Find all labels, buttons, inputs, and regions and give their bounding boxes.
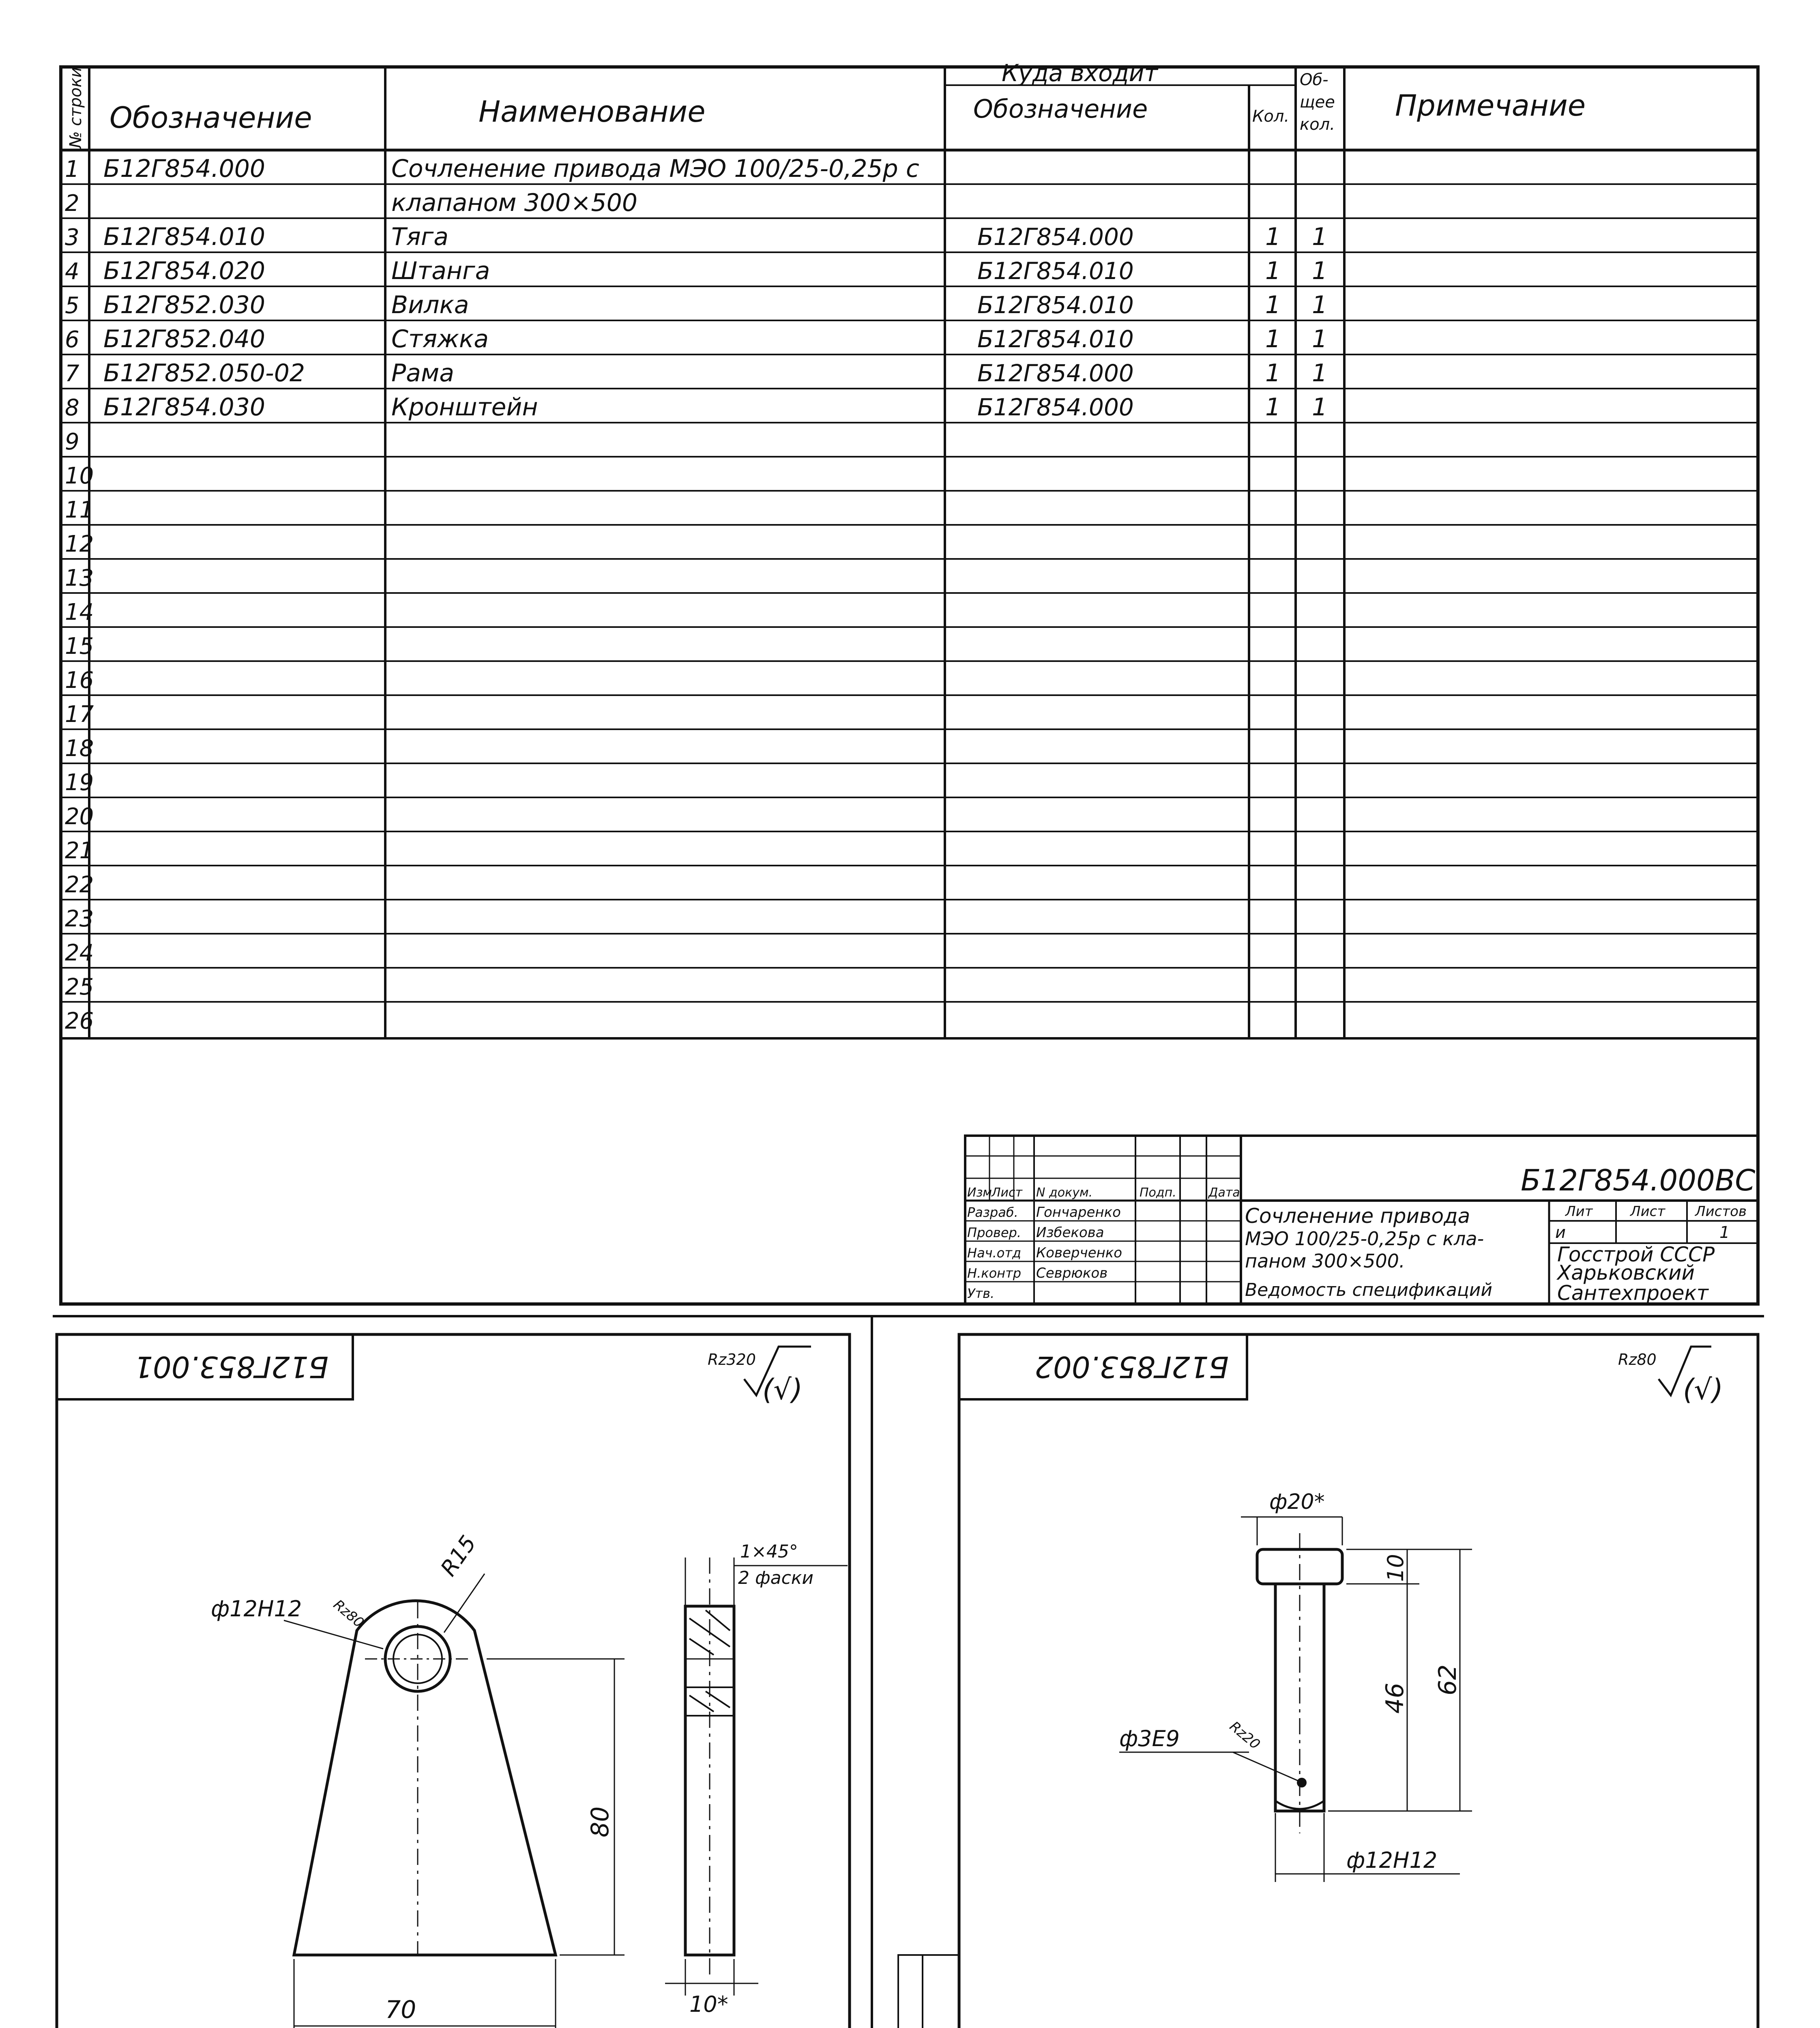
tb-person-name: Коверченко: [1036, 1245, 1122, 1261]
spec-lit-value: и: [1555, 1223, 1566, 1242]
spec-row-name: Сочленение привода МЭО 100/25-0,25р с: [391, 155, 919, 183]
spec-row-where-used: Б12Г854.010: [977, 291, 1134, 319]
tb-column-header: Подп.: [1140, 1186, 1176, 1200]
part1-thickness-dim: 10*: [689, 1991, 728, 2017]
spec-row-number: 26: [65, 1008, 94, 1034]
tb-person-name: Избекова: [1036, 1225, 1104, 1241]
spec-row-designation: Б12Г854.000: [103, 155, 266, 183]
tb-role-label: Утв.: [967, 1286, 995, 1301]
tb-column-header: Дата: [1208, 1186, 1240, 1200]
spec-row-where-used: Б12Г854.010: [977, 325, 1134, 353]
spec-row-number: 6: [65, 327, 79, 353]
part1-hole-dim: ф12Н12: [211, 1596, 302, 1622]
spec-row-qty: 1: [1265, 359, 1281, 387]
spec-row: [65, 940, 94, 966]
part2-pin-rz: Rz20: [1226, 1718, 1263, 1753]
spec-row-number: 4: [65, 258, 79, 285]
spec-row-lines: [61, 184, 1758, 1002]
spec-row-name: Штанга: [391, 257, 490, 285]
tb-person-name: Гончаренко: [1036, 1204, 1121, 1220]
spec-row-where-used: Б12Г854.010: [977, 257, 1134, 285]
spec-row-total: 1: [1312, 223, 1328, 251]
spec-row-number: 9: [65, 429, 79, 455]
tb-column-header: Лист: [992, 1186, 1023, 1200]
spec-row-designation: Б12Г852.030: [103, 291, 266, 319]
part2-shank-dia-dim: ф12Н12: [1346, 1848, 1438, 1873]
spec-row-number: 8: [65, 395, 79, 421]
part2-roughness-check-icon: (√): [1683, 1373, 1723, 1406]
spec-row-name: клапаном 300×500: [391, 189, 637, 217]
spec-row: [65, 565, 94, 591]
tb-column-header: Изм: [967, 1186, 992, 1200]
part1-sheet: [57, 1334, 858, 2028]
header-total-qty-3: кол.: [1300, 115, 1335, 134]
spec-row: [65, 223, 1327, 251]
spec-row-designation: Б12Г852.040: [103, 325, 266, 353]
part2-head-height-dim: 10: [1383, 1554, 1408, 1582]
spec-row-total: 1: [1312, 393, 1328, 421]
spec-row-name: Кронштейн: [391, 393, 538, 421]
spec-row: [65, 463, 94, 489]
spec-row: [65, 429, 79, 455]
spec-row: [65, 735, 94, 762]
spec-title-line-3: паном 300×500.: [1245, 1250, 1405, 1272]
spec-row-number: 11: [65, 497, 94, 523]
spec-row-qty: 1: [1265, 393, 1281, 421]
spec-row-number: 13: [65, 565, 94, 591]
spec-row-number: 21: [65, 838, 94, 864]
spec-row-name: Тяга: [391, 223, 449, 251]
spec-lit-label: Лит: [1565, 1203, 1593, 1220]
tb-role-label: Провер.: [967, 1225, 1021, 1240]
spec-row-number: 2: [65, 190, 79, 217]
spec-row: [65, 497, 94, 523]
header-note: Примечание: [1395, 88, 1586, 122]
spec-org-line-1: Госстрой СССР: [1557, 1243, 1715, 1266]
part1-bracket-outline: [294, 1601, 556, 1955]
spec-org-line-2: Харьковский: [1557, 1261, 1695, 1285]
spec-row-total: 1: [1312, 359, 1328, 387]
part2-head-dim: ф20*: [1269, 1490, 1325, 1514]
tb-role-label: Нач.отд: [967, 1245, 1022, 1261]
spec-row: [65, 393, 1327, 421]
spec-row-number: 10: [65, 463, 94, 489]
spec-row-number: 19: [65, 769, 94, 796]
header-qty: Кол.: [1252, 107, 1290, 126]
spec-row: [65, 633, 94, 660]
header-total-qty-2: щее: [1300, 93, 1335, 112]
part1-rz-small: Rz80: [330, 1596, 367, 1631]
spec-org-line-3: Сантехпроект: [1557, 1281, 1708, 1305]
spec-row-designation: Б12Г854.030: [103, 393, 266, 421]
part1-roughness-value: Rz320: [708, 1351, 756, 1368]
spec-row-qty: 1: [1265, 325, 1281, 353]
spec-row-number: 5: [65, 292, 79, 319]
spec-row-number: 25: [65, 974, 94, 1000]
part2-sheet: [959, 1334, 1758, 2028]
spec-row-where-used: Б12Г854.000: [977, 223, 1134, 251]
header-designation: Обозначение: [109, 101, 312, 135]
header-where-designation: Обозначение: [973, 94, 1148, 124]
spec-row: [65, 701, 94, 728]
spec-row-designation: Б12Г854.020: [103, 257, 266, 285]
header-name: Наименование: [479, 95, 706, 129]
spec-row-total: 1: [1312, 291, 1328, 319]
tb-role-label: Разраб.: [967, 1205, 1018, 1220]
part1-frame: [57, 1334, 850, 2028]
part1-roughness-check-icon: (√): [762, 1373, 803, 1406]
spec-doc-code: Б12Г854.000ВС: [1521, 1163, 1756, 1197]
tb-column-header: N докум.: [1036, 1186, 1093, 1200]
spec-row-qty: 1: [1265, 291, 1281, 319]
part1-code-stamp: Б12Г853.001: [134, 1350, 328, 1384]
spec-row-where-used: Б12Г854.000: [977, 359, 1134, 387]
spec-row: [65, 325, 1327, 353]
spec-row-number: 1: [65, 156, 79, 183]
spec-row: [65, 803, 94, 830]
part2-pin-hole: [1297, 1778, 1307, 1787]
spec-row-designation: Б12Г854.010: [103, 223, 266, 251]
header-where-used: Куда входит: [1002, 59, 1158, 87]
spec-row-qty: 1: [1265, 223, 1281, 251]
spec-row: [65, 1008, 94, 1034]
spec-row: [65, 667, 94, 694]
part2-frame: [959, 1334, 1758, 2028]
spec-row-where-used: Б12Г854.000: [977, 393, 1134, 421]
spec-row-number: 14: [65, 599, 94, 625]
spec-row: [65, 291, 1327, 319]
spec-title-line-1: Сочленение привода: [1245, 1204, 1470, 1228]
spec-row: [65, 872, 94, 898]
spec-row-name: Стяжка: [391, 325, 489, 353]
part1-chamfer-dim-1: 1×45°: [740, 1541, 798, 1562]
spec-row: [65, 257, 1327, 285]
spec-row-name: Рама: [391, 359, 454, 387]
spec-row-name: Вилка: [391, 291, 469, 319]
spec-row-number: 24: [65, 940, 94, 966]
spec-row-number: 3: [65, 224, 79, 251]
spec-row-qty: 1: [1265, 257, 1281, 285]
tb-person-name: Севрюков: [1036, 1265, 1108, 1281]
spec-row-number: 23: [65, 906, 94, 932]
part2-code-stamp: Б12Г853.002: [1034, 1350, 1229, 1384]
spec-row-number: 12: [65, 531, 94, 557]
spec-row: [65, 838, 94, 864]
spec-row: [65, 531, 94, 557]
header-row-number: № строки: [67, 67, 85, 148]
spec-row: [65, 599, 94, 625]
spec-row: [65, 189, 637, 217]
binding-strip: [898, 1955, 959, 2028]
spec-row-number: 16: [65, 667, 94, 694]
part1-chamfer-dim-2: 2 фаски: [738, 1568, 813, 1588]
spec-title-line-4: Ведомость спецификаций: [1245, 1280, 1492, 1300]
spec-row-number: 7: [65, 361, 79, 387]
spec-title-line-2: МЭО 100/25-0,25р с кла-: [1245, 1228, 1484, 1250]
spec-row: [65, 769, 94, 796]
spec-tb-labels: [967, 1186, 1240, 1301]
spec-row-number: 22: [65, 872, 94, 898]
spec-row: [65, 906, 94, 932]
spec-row-designation: Б12Г852.050-02: [103, 359, 305, 387]
part1-radius-dim: R15: [436, 1531, 481, 1581]
spec-row-total: 1: [1312, 257, 1328, 285]
header-total-qty-1: Об-: [1300, 71, 1329, 89]
spec-row-number: 15: [65, 633, 94, 660]
spec-row: [65, 155, 919, 183]
spec-row: [65, 359, 1327, 387]
part2-shank-dim: 46: [1381, 1682, 1409, 1714]
spec-row-number: 17: [65, 701, 94, 728]
part1-width-dim: 70: [385, 1996, 416, 2024]
part2-pin-hole-dim: ф3Е9: [1119, 1726, 1180, 1751]
spec-row-total: 1: [1312, 325, 1328, 353]
spec-title-block: [965, 1136, 1758, 1305]
spec-row-number: 20: [65, 803, 94, 830]
spec-row: [65, 974, 94, 1000]
part1-height-dim: 80: [586, 1806, 614, 1837]
spec-sheet-label: Лист: [1630, 1203, 1665, 1220]
specification-sheet: [61, 59, 1758, 1305]
spec-sheets-label: Листов: [1695, 1203, 1747, 1220]
part2-roughness-value: Rz80: [1618, 1351, 1657, 1368]
spec-sheets-value: 1: [1719, 1223, 1730, 1242]
tb-role-label: Н.контр: [967, 1265, 1022, 1281]
part2-total-dim: 62: [1434, 1664, 1462, 1695]
spec-row-number: 18: [65, 735, 94, 762]
